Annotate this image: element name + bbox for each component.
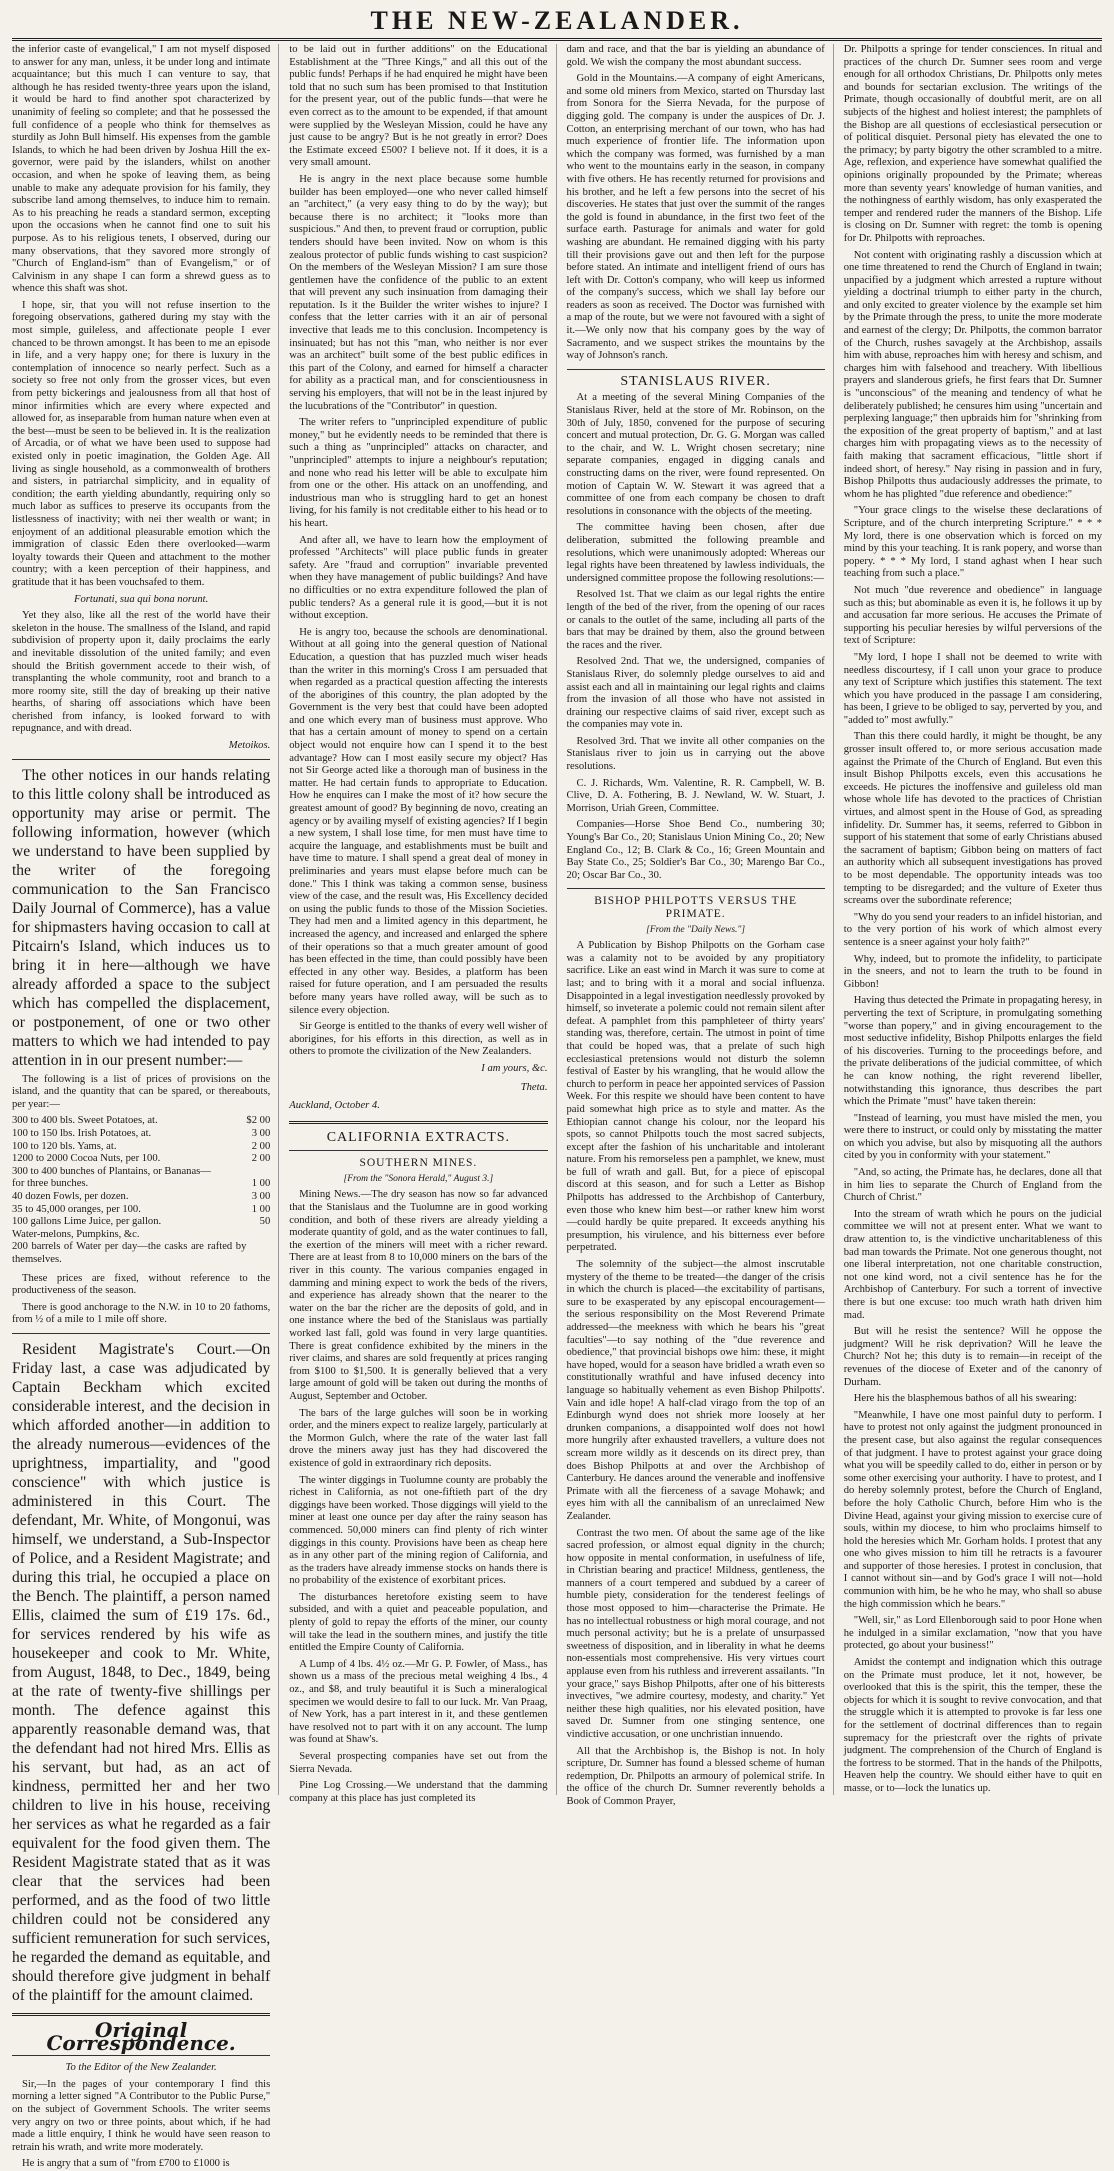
paragraph: Not much "due reverence and obedience" in language such as this; but abominable as even it is, he follows it up by and accusation far more serious. He accuses the Primate of supporting his peculiar heresies by wilful perversions of the text of Scripture: [843, 584, 1102, 647]
paragraph: I hope, sir, that you will not refuse insertion to the foregoing observations, gathered during my stay with the most simple, guileless, and affectionate people I ever chanced to be thrown amongst. It has been to me an episode in life, and a very happy one; for there is luxury in the contemplation of innocence so nearly perfect. Such as a society so free not only from the grosser vices, but even from petty bickerings and jealousness from all that host of minor infirmities which are every where expected and allowed for, as inseparable from human nature when even at the best—must be seen to be believed in. It is the realization of Arcadia, or of what we have been used to suppose had existed only in poetic imagination, the Golden Age. All living as single household, as a commonwealth of brothers and sisters, in patriarchal simplicity, and in equality of condition; the earth yielding abundantly, requiring only so much labor as suffices to preserve its occupants from the listlessness of inactivity; with nei ther wealth or want; in enjoyment of an additional pleasurable emotion which the immigration of classic Eden there overlooked—warm loyalty towards their Queen and attachment to the mother country; with a keen perception of their happiness, and gratitude that it has been vouchsafed to them. [12, 299, 271, 588]
price-value: 1 00 [251, 1203, 271, 1215]
price-value: 50 [259, 1216, 271, 1228]
price-row [12, 1128, 270, 1141]
price-item: 35 to 45,000 oranges, per 100. [12, 1203, 141, 1215]
price-item: 100 gallons Lime Juice, per gallon. [12, 1216, 162, 1228]
paragraph: "Meanwhile, I have one most painful duty to perform. I have to protest not only against the judgment pronounced in the present case, but also against the regular consequences of that judgment. I have to protest against your grace doing what you will be speedily called to do, either in person or by some other exercising your authority. I have to protest, and I do hereby solemnly protest, before the Church of England, before the holy Catholic Church, before Him who is the Divine Head, against your giving mission to exercise cure of souls, within my diocese, to him who proclaims himself to hold the heresies which Mr. Gorham holds. I protest that any one who gives mission to him till he retracts is a favourer and supporter of those heresies. I protest in conclusion, that I cannot without sin—and by God's grace I will not—hold communion with him, be he who he may, who shall so abuse the high commission which he bears." [843, 1409, 1102, 1610]
paragraph: Resolved 1st. That we claim as our legal rights the entire length of the bed of the river, from the opening of our races or canals to the outlet of the same, including all parts of the bars that may be drained by them, also the ground between the races and the river. [566, 589, 825, 651]
article-source: [From the "Daily News."] [646, 924, 746, 935]
paragraph: Gold in the Mountains.—A company of eight Americans, and some old miners from Mexico, started on Thursday last from Sonora for the Sierra Nevada, for the purpose of digging gold. The company is under the auspices of Dr. J. Cotton, an enterprising merchant of our town, who has had much experience of frontier life. The information upon which the company was formed, was furnished by a man who went to the mountains early in the season, in company with five others. He has recently returned for provisions and his brother, and he left a few persons into the secret of his discoveries. He states that just over the summit of the ranges the gold is found in abundance, in the first two feet of the surface earth. Pasturage for animals and water for gold washing are abundant. He remained digging with his party till their provisions gave out and then left for the purpose before stated. An intimate and intelligent friend of ours has left with Dr. Cotton's company, who will keep us informed of the company's success, which we shall lay before our readers as soon as received. The Doctor was furnished with a map of the route, but we were not favoured with a sight of it.—We only now that his company goes by the way of Sacramento, and we suspect strikes the mountains by the way of Johnson's ranch. [566, 73, 825, 362]
paragraph: Amidst the contempt and indignation which this outrage on the Primate must produce, let it not, however, be overlooked that this is the spirit, this the temper, these the objects for which it is sought to revive convocation, and that the struggle which it is attempted to provoke is far less one for the settlement of doctrinal differences than to regain supremacy for the priestcraft over the rights of private judgment. The comprehension of the Church of England is the fortress to be stormed. That in the hands of the Philpotts, Heaven help the country. We should either have to quit en masse, or to—lock the lunatics up. [843, 1657, 1102, 1794]
paragraph: There is good anchorage to the N.W. in 10 to 20 fathoms, from ½ of a mile to 1 mile off shore. [12, 1301, 271, 1326]
article-source: [From the "Sonora Herald," August 3.] [343, 1173, 494, 1184]
paragraph: Than this there could hardly, it might be thought, be any grosser insult offered to, or more serious accusation made against the Primate of the Church of England. But even this insult Bishop Philpotts excels, even this accusations he exceeds. He pictures the inoffensive and guileless old man whose whole life has devoted to the practices of Christian virtues, and almost spent in the House of God, as spreading infidelity. Dr. Summer has, it seems, referred to Gibbon in support of his statement that some of early Christians abused the sacrament of baptism; Gibbon being on matters of fact an authority which all subsequent investigations has proved to be most dependable. The opportunity inteads was too tempting to be disregarded; and the vulture of Exeter thus screams over the subordinate reference; [843, 731, 1102, 907]
article-heading: BISHOP PHILPOTTS VERSUS THE PRIMATE. [594, 895, 798, 920]
price-value: 1 00 [251, 1178, 271, 1190]
price-item: 300 to 400 bunches of Plantains, or Bananas— [12, 1165, 211, 1177]
signature-closing: I am yours, &c. [481, 1062, 548, 1074]
paragraph: The following is a list of prices of provisions on the island, and the quantity that can be spared, or thereabouts, per year:— [12, 1073, 271, 1110]
paragraph: But will he resist the sentence? Will he oppose the judgment? Will he risk deprivation? Will he leave the Church? Not he; this duty is to remain—in receipt of the revenues of the diocese of Exeter and of the canonry of Durham. [843, 1326, 1102, 1388]
price-row [12, 1241, 270, 1266]
paragraph: The bars of the large gulches will soon be in working order, and the miners expect to realize largely, particularly at the Mormon Gulch, where the rate of the water last fall drove the miners away just has they had discovered the existence of gold in extraordinary rich deposits. [289, 1407, 548, 1469]
paragraph: A Lump of 4 lbs. 4½ oz.—Mr G. P. Fowler, of Mass., has shown us a mass of the precious metal weighing 4 lbs., 4 oz., and $8, and truly beautiful it is Such a mineralogical specimen we would desire to fall to our luck. Mr. Van Praag, of New York, has a part interest in it, and these gentlemen have resolved not to part with it on any account. The lump was found at Shaw's. [289, 1658, 548, 1746]
paragraph: The disturbances heretofore existing seem to have subsided, and with a quiet and peaceable population, and plenty of gold to repay the efforts of the miner, our county will take the lead in the southern mines, and justify the title entitled the Empire County of California. [289, 1591, 548, 1654]
paragraph: And after all, we have to learn how the employment of professed "Architects" will place public funds in greater safety. Are "fraud and corruption" invariable prevented when they have management of public buildings? And have no difficulties or no extra expenditure followed the plan of public tenders? As a general rule it is good,—but it is not without exception. [289, 534, 548, 622]
divider [289, 1150, 547, 1151]
paragraph: "My lord, I hope I shall not be deemed to write with needless discourtesy, if I call unon your grace to produce any text of Scripture which justifies this statement. The text which you have produced in the passage I am considering, has been, I grieve to be obliged to say, perverted by you, and "added to" most awfully." [843, 651, 1102, 726]
price-item: Water-melons, Pumpkins, &c. [12, 1228, 140, 1240]
price-row [12, 1178, 270, 1191]
price-item: 1200 to 2000 Cocoa Nuts, per 100. [12, 1153, 161, 1165]
paragraph: Having thus detected the Primate in propagating heresy, in perverting the text of Scripture, in promulgating something "worse than popery," and in giving encouragement to the most seductive infidelity, Bishop Philpotts enlarges the field of his discoveries. Turning to the proceedings before, and the private deliberations of the judicial committee, of which he can know nothing, the right reverend libeller, notwithstanding this ignorance, thus describes the part which the Primate "must" have taken therein: [843, 995, 1102, 1108]
column-4 [844, 44, 1102, 1795]
signature: Metoikos. [228, 740, 271, 752]
price-row [12, 1229, 270, 1242]
paragraph: Dr. Philpotts a springe for tender consciences. In ritual and practices of the church Dr. Sumner sees room and verge enough for all orthodox Christians, Dr. Philpotts only metes and bounds for sectarian exclusion. The writings of the Primate, though occasionally of doubtful merit, are on all subjects of the highest and holiest interest; the pamphlets of the Bishop are all questions of ecclesiastical persecution or of political disquiet. Personal piety has elevated the one to the primacy; by party bigotry the other scrambled to a mitre. Age, reflexion, and experience have somewhat qualified the opinions originally propounded by the Primate; whereas more than seventy years' knowledge of human vanities, and the nothingness of earthly wisdom, has only exasperated the temper and rendered ruder the manners of the Bishop. Life is closing on Dr. Sumner with regret: the tomb is opening for Dr. Philpotts with reproaches. [843, 44, 1102, 244]
paragraph: Why, indeed, but to promote the infidelity, to participate in the sneers, and not to learn the truth to be found in Gibbon! [843, 953, 1102, 990]
paragraph: "Your grace clings to the wiselse these declarations of Scripture, and of the church interpreting Scripture." * * * My lord, there is one observation which is forced on my mind by this your teaching. It is rank popery, and worse than popery. * * * My lord, I stand aghast when I hear such teaching from such a place." [843, 505, 1102, 580]
section-title: Original Correspondence. [46, 2017, 236, 2055]
columns [12, 44, 1102, 2170]
price-item: 40 dozen Fowls, per dozen. [12, 1191, 129, 1202]
paragraph: He is angry too, because the schools are denominational. Without at all going into the general question of National Education, a question that has puzzled much wiser heads than the writer in this morning's Cross I am persuaded that when regarded as a practical question affecting the interests of the aborigines of this country, the plan adopted by the Government is the very best that could have been adopted and one which every man of business must approve. Who that has a certain amount of money to spend on a certain object would not enquire how can I spend it to the best advantage? How can I most easily secure my object? Has not Sir George acted like a thorough man of business in the matter. He had certain funds to appropriate to Education. How he enquires can I make the most of it? how secure the greatest amount of good? By beginning de novo, creating an agency or by availing myself of existing agencies? If I begin a new system, I shall lose time, for men must have time to acquire the language, and establishments must be built and have time to mature. I shall spend a great deal of money in preliminaries and years must elapse before much can be done." This I think was taking a common sense, business view of the case, and the result was, His Excellency decided on using the public funds to those of the Mission Societies. They had men and a limited agency in this department, he increased the agency, and increased and enlarged the sphere of their operations so that a much greater amount of good has been effected in the time, than could possibly have been effected in any other way. Besides, a platform has been raised for future operation, and I am persuaded the results before many years have rolled away, will be such as to silence every objection. [289, 626, 548, 1016]
dateline: Auckland, October 4. [289, 1100, 380, 1112]
divider [567, 369, 825, 370]
price-value: 3 00 [251, 1191, 271, 1202]
paragraph: All that the Archbishop is, the Bishop is not. In holy scripture, Dr. Sumner has found a blessed scheme of human redemption, Dr. Philpotts an armoury of polemical strife. In the office of the church Dr. Sumner reverently beholds a Book of Common Prayer, [566, 1745, 825, 1807]
column-3 [566, 44, 834, 1807]
paragraph: Pine Log Crossing.—We understand that the damming company at this place has just completed its [289, 1780, 548, 1804]
divider [12, 2055, 270, 2056]
signature: Theta. [520, 1081, 548, 1093]
masthead-title: THE NEW-ZEALANDER. [370, 6, 744, 35]
paragraph: "Well, sir," as Lord Ellenborough said to poor Hone when he indulged in a similar exclamation, "now that you have protected, go about your business!" [843, 1615, 1102, 1652]
price-item: 200 barrels of Water per day—the casks are rafted by themselves. [12, 1241, 247, 1265]
paragraph: the inferior caste of evangelical," I am not myself disposed to answer for any man, unless, it be under long and intimate acquaintance; but this much I can venture to say, that although he has resided twenty-three years upon the island, it would be hard to find another spot characterized by unanimity of feeling so complete; and that he possessed the full confidence of a people who think for themselves as sturdily as John Bull himself. His expenses from the gamble Islands, to which he had been driven by Joshua Hill the ex-governor, were paid by the islanders, whilst on another occasion, and when he spoke of leaving them, as being unable to make any adequate provision for his family, they subscribe land among themselves, to induce him to remain. As to his preaching he reads a standard sermon, excepting upon the occasions when he cannot find one to suit his purpose. As to his religious tenets, I observed, during our many observations, that they savored more strongly of "Church of England-ism" than of Evangelism," or of Calvinism in any shape I can form a shrewd guess as to whence this shaft was shot. [12, 44, 271, 295]
paragraph: Not content with originating rashly a discussion which at one time threatened to rend the Church of England in twain; unpacified by a judgment which arrested a rupture without yielding a doctrinal triumph to either party in the church, and only excited to greater violence by the example set him by the Primate through the press, to unite the more moderate and earnest of the clergy; Dr. Philpotts, the common barrator of the Church, rushes savagely at the Archbishop, assails him with abuse, reproaches him with heresy and schism, and charges him with falsehood and treachery. With libellious prayers and slanderous griefs, he first fears that Dr. Sumner is "unconscious" of the meaning and tendency of what he deliberately published; he censures him using "uncertain and perplexing language;" then upbraids him for "shrinking from the exposition of the great property of baptism," and at last charges him with propagating views as to the necessity of faith making that sacrament efficacious, "little short if indeed short, of heresy." Nay rising in passion and in fury, Bishop Philpotts thus audaciously addresses the primate, to whom he has plighted "due reference and obedience:" [843, 249, 1102, 500]
paragraph: "And, so acting, the Primate has, he declares, done all that in him lies to separate the Church of England from the Church of Christ." [843, 1167, 1102, 1204]
price-list [12, 1115, 270, 1266]
price-item: 300 to 400 bls. Sweet Potatoes, at. [12, 1115, 158, 1127]
paragraph: These prices are fixed, without reference to the productiveness of the season. [12, 1272, 271, 1297]
divider [12, 1333, 270, 1334]
price-row [12, 1191, 270, 1204]
paragraph: Resolved 2nd. That we, the undersigned, companies of Stanislaus River, do solemnly pledge ourselves to aid and assist each and all in maintaining our legal rights and claims from the invasion of all those who have not assisted in draining our respective claims of said river, except such as the companies may vote in. [566, 656, 825, 731]
article-heading: CALIFORNIA EXTRACTS. [326, 1129, 511, 1145]
paragraph: C. J. Richards, Wm. Valentine, R. R. Campbell, W. B. Clive, D. A. Fothering, B. J. Newland, W. W. Stuart, J. Morrison, Uriah Green, Committee. [566, 777, 825, 814]
paragraph: Resident Magistrate's Court.—On Friday last, a case was adjudicated by Captain Beckham which excited considerable interest, and the decision in which afforded another—in addition to the already numerous—evidences of the uprightness, impartiality, and "good conscience" with which justice is administered in this Court. The defendant, Mr. White, of Mongonui, was himself, we understand, a Sub-Inspector of Police, and a Resident Magistrate; and during this trial, he occupied a place on the Bench. The plaintiff, a person named Ellis, claimed the sum of £19 17s. 6d., for services rendered by his wife as housekeeper and cook to Mr. White, from August, 1848, to Dec., 1849, being at the rate of twenty-five shillings per month. The defence against this apparently reasonable demand was, that the defendant had not hired Mrs. Ellis as his servant, but had, as an act of kindness, permitted her and her two children to live in his house, receiving her services as what he regarded as a fair equivalent for the food given them. The Resident Magistrate stated that as it was clear that the services had been performed, and as the food of two little children could not be considered any sufficient remuneration for such services, he regarded the demand as equitable, and should therefore give judgment in behalf of the plaintiff for the amount claimed. [12, 1340, 271, 2004]
latin-quote: Fortunati, sua qui bona norunt. [74, 593, 209, 605]
price-row [12, 1166, 270, 1179]
paragraph: He is angry that a sum of "from £700 to £1000 is [22, 2158, 230, 2170]
paragraph: Yet they also, like all the rest of the world have their skeleton in the house. The smallness of the Island, and rapid subdivision of property upon it, daily proclaims the early and inevitable dissolution of the united family; and even should the British government accede to their wish, of transplanting the whole community, root and branch to a more roomy site, still the day of breaking up their native hearths, of sharing off associations which have been cherished from infancy, is looked forward to with repugnance, and with dread. [12, 610, 271, 735]
paragraph: Contrast the two men. Of about the same age of the like sacred profession, or almost equal dignity in the church; how opposite in mental conformation, in usefulness of life, in Christian bearing and practice! Mildness, gentleness, the manners of a court tempered and subdued by a career of humble piety, consideration for the tenderest feelings of those most opposed to him—characterise the Primate. He has no intellectual robustness or high moral courage, and not much personal activity; but he is a prelate of unsurpassed sweetness of disposition, and in liberality in what he deems non-essentials most comprehensive. His very virtues court applause even from his ruthless and irreverent assailants. "In your grace," says Bishop Philpotts, after one of his bitterests invectives, "we admire courtesy, modesty, and charity." Yet neither these high qualities, nor his elevated position, have saved Dr. Sumner from one stinging sentence, one vindictive accusation, or one unchristian innuendo. [566, 1527, 825, 1740]
price-value [246, 1166, 270, 1179]
masthead [12, 0, 1102, 41]
paragraph: Several prospecting companies have set out from the Sierra Nevada. [289, 1751, 548, 1775]
to-editor-line: To the Editor of the New Zealander. [65, 2062, 217, 2074]
article-heading: STANISLAUS RIVER. [620, 373, 771, 389]
article-subheading: SOUTHERN MINES. [359, 1157, 478, 1170]
price-row [12, 1153, 270, 1166]
price-value: 3 00 [251, 1128, 271, 1140]
price-row [12, 1204, 270, 1217]
paragraph: At a meeting of the several Mining Companies of the Stanislaus River, held at the store of Mr. Robinson, on the 30th of July, 1850, convened for the purpose of securing concert and mutual protection, Dr. G. G. Morgan was called to the chair, and W. L. Wright chosen secretary; nine separate companies, engaged in digging canals and constructing dams on the river, were found represented. On motion of Captain W. W. Stewart it was agreed that a committee of one from each company be chosen to draft resolutions in consonance with the objects of the meeting. [566, 392, 825, 517]
paragraph: The solemnity of the subject—the almost inscrutable mystery of the theme to be treated—the danger of the crisis in which the church is placed—the excitability of partisans, sure to be exasperated by any episcopal encouragement—the serious responsibility on the Most Reverend Primate addressed—the meekness with which he bears his "great faculties"—to say nothing of the "due reverence and obedience," that provincial bishops owe him: these, it might have hoped, would for a season have bridled a wrath even so constitutionally wrathful and have infused decency into language so habitually vehement as even Bishop Philpotts'. Vain and idle hope! A half-clad virago from the top of an Edinburgh wynd does not shriek more loosely at her drunken companions, a disappointed wolf does not howl more hungrily after exhausted travellers, a vulture does not scream more wildly as it descends on its direct prey, than does Bishop Philpotts at and over the Archbishop of Canterbury. He dances around the venerable and inoffensive Primate with all the fierceness of a savage Mohawk; and eyes him with all the cannibalism of an unreclaimed New Zealander. [566, 1259, 825, 1522]
price-item: for three bunches. [12, 1178, 89, 1190]
paragraph: A Publication by Bishop Philpotts on the Gorham case was a calamity not to be avoided by any propitiatory sacrifice. Like an east wind in March it was sure to come at last; and to bring with it a moral and social influenza. Disappointed in a legal investigation needlessly provoked by himself, so inveterate a polemic could not remain silent after defeat. A pamphlet from this pamphleteer of thirty years' standing was, therefore, certain. The utmost in point of time that could be hoped was, that a prelate of such high ecclesiastical pretensions would not disturb the solemn festival of Easter by his wrangling, that he would allow the church to perform in peace her appointed services of Passion Week. For this respite we should have been content to have paid somewhat high price as to style and matter. As the Ethiopian cannot change his colour, nor the leopard his spots, so cannot Philpotts touch the most sacred subjects, except after the fashion of his uncharitable and intolerant nature. From his remorseless pen a pamphlet, we knew, must be full of wrath and gall. But, for a piece of episcopal discord at this season, and for such a Letter as Bishop Philpotts has addressed to the Archbishop of Canterbury, even those who knew him best—or rather knew him worst—could hardly be quite prepared. It exceeds anything his presumption, his virulence, and his bitterness ever before perpetrated. [566, 940, 825, 1254]
paragraph: "Why do you send your readers to an infidel historian, and to the very portion of his work of which almost every sentence is a sneer against your holy faith?" [843, 911, 1102, 948]
paragraph: Resolved 3rd. That we invite all other companies on the Stanislaus river to join us in carrying out the above resolutions. [566, 735, 825, 773]
price-value: 2 00 [251, 1153, 271, 1165]
price-value: 2 00 [251, 1140, 271, 1152]
price-value [246, 1229, 270, 1242]
paragraph: The winter diggings in Tuolumne county are probably the richest in California, as not one-fiftieth part of the dry diggings have been worked. Those diggings will yield to the miner at least one ounce per day after the rainy season has commenced. 50,000 miners can find plenty of rich winter diggings in this county. Provisions have been as cheap here as in any other part of the mining region of California, and as the traders have already immense stocks on hands there is no probability of the existence of exorbitant prices. [289, 1474, 548, 1587]
price-item: 100 to 120 bls. Yams, at. [12, 1140, 117, 1152]
price-row [12, 1141, 270, 1154]
paragraph: Here his the blasphemous bathos of all his swearing: [853, 1393, 1077, 1405]
paragraph: Companies—Horse Shoe Bend Co., numbering 30; Young's Bar Co., 20; Stanislaus Union Mining Co., 20; New England Co., 12; B. Clark & Co., 16; Green Mountain and Bay State Co., 25; Soldier's Bar Co., 30; Marengo Bar Co., 20; Oscar Bar Co., 30. [566, 819, 825, 881]
divider [567, 888, 825, 889]
paragraph: The other notices in our hands relating to this little colony shall be introduced as opportunity may arise or permit. The following information, however (which we understand to have been supplied by the writer of the foregoing communication to the San Francisco Daily Journal of Commerce), has a value for shipmasters having occasion to call at Pitcairn's Island, which induces us to bring it in here—although we have already afforded a space to the subject which has compelled the displacement, or postponement, of one or two other matters to which we had intended to pay attention in in our present number:— [12, 766, 271, 1069]
paragraph: dam and race, and that the bar is yielding an abundance of gold. We wish the company the most abundant success. [566, 44, 825, 68]
price-row [12, 1115, 270, 1128]
column-2 [289, 44, 556, 1804]
divider [12, 759, 270, 760]
price-value: $2 00 [246, 1115, 271, 1127]
price-item: 100 to 150 lbs. Irish Potatoes, at. [12, 1128, 152, 1140]
paragraph: Mining News.—The dry season has now so far advanced that the Stanislaus and the Tuolumne are in good working condition, and both of these rivers are already yielding a moderate quantity of gold, and as the water continues to fall, the exertion of the miners will meet with a richer reward. There are at least from 8 to 10,000 miners on the bars of the river in this county. The various companies engaged in damming and mining expect to work the beds of the rivers, and experience has already shown that the nearer to the water on the bar the richer are the deposits of gold, and in one instance where the bed of the Stanislaus was partially worked last fall, gold was found in very large quantities. There is great confidence exhibited by the miners in the river claims, and shares are sold frequently at prices ranging from $100 to $1,500. It is generally believed that a very large amount of gold will be taken out during the months of August, September and October. [289, 1189, 548, 1402]
price-row [12, 1216, 270, 1229]
paragraph: Sir George is entitled to the thanks of every well wisher of aborigines, for his efforts in this direction, as well as in others to promote the civilization of the New Zealanders. [289, 1021, 548, 1058]
divider [289, 1121, 547, 1124]
paragraph: He is angry in the next place because some humble builder has been employed—one who never called himself an "architect," (a very easy thing to do by the way); but because there is no architect; it "looks more than suspicious." And then, to prevent fraud or corruption, public tenders should have been invited. Now on whom is this zealous protector of public funds wishing to cast suspicion? On the members of the Wesleyan Mission? I am sure those gentlemen have the confidence of the public to an extent that will prevent any such insinuation from damaging their reputation. Is it the Builder the writer wishes to injure? I confess that the letter carries with it an air of personal invective that leads me to this conclusion. Incompetency is insinuated; but has not this "man, who neither is nor ever was an architect" built some of the best public edifices in this part of the Colony, and earned for himself a character for ability as a practical man, and for conscientiousness in serving his employers, that will not be in the least injured by the lucubrations of the "Contributor" in question. [289, 173, 548, 412]
paragraph: The writer refers to "unprincipled expenditure of public money," but he evidently needs to be reminded that there is such a thing as "unprincipled" attacks on character, and "unprincipled" attempts to injure a neighbour's reputation; and none who read his letter will be able to exculpate him from one or the other. His attack on an unoffending, and industrious man who is struggling hard to get an honest living, for his family is not creditable either to his head or to his heart. [289, 417, 548, 529]
paragraph: The committee having been chosen, after due deliberation, submitted the following preamble and resolutions, which were unanimously adopted: Whereas our legal rights have been threatened by lawless individuals, the undersigned committee propose the following resolutions:— [566, 522, 825, 584]
paragraph: to be laid out in further additions" on the Educational Establishment at the "Three Kings," and all this out of the public funds! Perhaps if he had enquired he might have been told that no such sum has been promised to that Institution for the present year, out of the public funds—that were he even correct as to the amount to be expended, if that amount were supplied by the Wesleyan Mission, could he have any just cause to be angry? But is he not greatly in error? Does the Estimate exceed £500? I believe not. If it does, it is a very small amount. [289, 44, 548, 169]
paragraph: Sir,—In the pages of your contemporary I find this morning a letter signed "A Contributor to the Public Purse," on the subject of Government Schools. The writer seems very angry on two or three points, about which, if he had made a little enquiry, I think he would have seen reason to retrain his wrath, and write more moderately. [12, 2078, 271, 2153]
column-1 [12, 44, 279, 2170]
price-value [246, 1241, 270, 1266]
paragraph: "Instead of learning, you must have misled the men, you were there to instruct, or could only by misstating the matter on which you advise, but also by misquoting all the authors cited by you in conformity with your statement." [843, 1112, 1102, 1162]
paragraph: Into the stream of wrath which he pours on the judicial committee we will not at present enter. What we want to draw attention to, is the vindictive uncharitableness of this bad man towards the Primate. Not one generous thought, not one liberal interpretation, not one charitable construction, not one kind word, not a civil sentence has he for the Archbishop of Canterbury. For such a torrent of invective there is but one excuse: too much wrath hath driven him mad. [843, 1208, 1102, 1321]
divider [12, 2013, 270, 2016]
